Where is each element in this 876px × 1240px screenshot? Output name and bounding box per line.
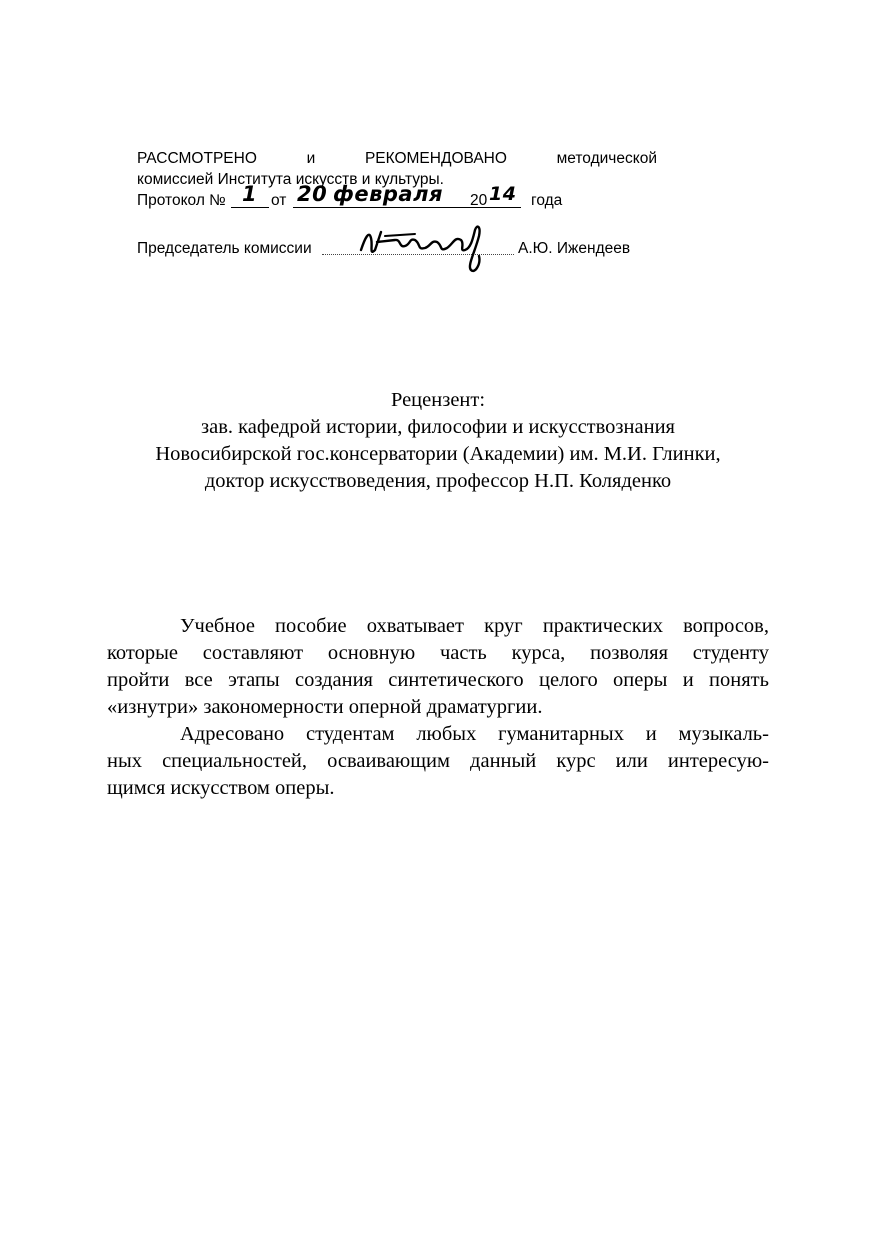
annotation-p1-line-1: Учебное пособие охватывает круг практических вопросов, <box>180 615 769 637</box>
annotation-p2-line-1: Адресовано студентам любых гуманитарных и музыкаль- <box>180 723 769 745</box>
chair-name: А.Ю. Ижендеев <box>518 240 631 257</box>
year-suffix: 14 <box>489 183 517 205</box>
annotation-p1-line-4: «изнутри» закономерности оперной драматургии. <box>107 696 543 718</box>
protocol-number-blank <box>231 207 269 208</box>
approval-block <box>137 148 657 270</box>
signature-icon <box>355 216 505 276</box>
from-label: от <box>271 192 287 209</box>
approval-word-2: и <box>306 150 316 167</box>
date-day: 20 <box>297 182 328 206</box>
approval-word-1: РАССМОТРЕНО <box>137 150 257 167</box>
annotation-p1-line-3: пройти все этапы создания синтетического целого оперы и понять <box>107 669 769 691</box>
annotation-p2-line-3: щимся искусством оперы. <box>107 777 335 799</box>
annotation-p2-line-2: ных специальностей, осваивающим данный курс или интересую- <box>107 750 769 772</box>
annotation-block <box>107 613 769 802</box>
reviewer-heading: Рецензент: <box>390 389 486 411</box>
protocol-line <box>137 182 657 214</box>
protocol-label: Протокол № <box>137 192 226 209</box>
approval-word-4: методической <box>556 150 657 167</box>
protocol-number: 1 <box>242 182 258 206</box>
year-prefix: 20 <box>470 192 488 209</box>
chair-label: Председатель комиссии <box>137 240 312 257</box>
reviewer-line-3: доктор искусствоведения, профессор Н.П. Коляденко <box>204 470 672 492</box>
annotation-p1-line-2: которые составляют основную часть курса, позволяя студенту <box>107 642 769 664</box>
approval-line-1 <box>137 148 657 169</box>
reviewer-line-2: Новосибирской гос.консерватории (Академии) им. М.И. Глинки, <box>155 443 721 465</box>
approval-line-2: комиссией Института искусств и культуры. <box>137 171 444 188</box>
approval-word-3: РЕКОМЕНДОВАНО <box>364 150 507 167</box>
reviewer-block <box>0 387 876 495</box>
chair-line <box>137 230 657 270</box>
date-month: февраля <box>333 182 443 206</box>
year-label: года <box>531 192 563 209</box>
reviewer-line-1: зав. кафедрой истории, философии и искусствознания <box>201 416 675 438</box>
